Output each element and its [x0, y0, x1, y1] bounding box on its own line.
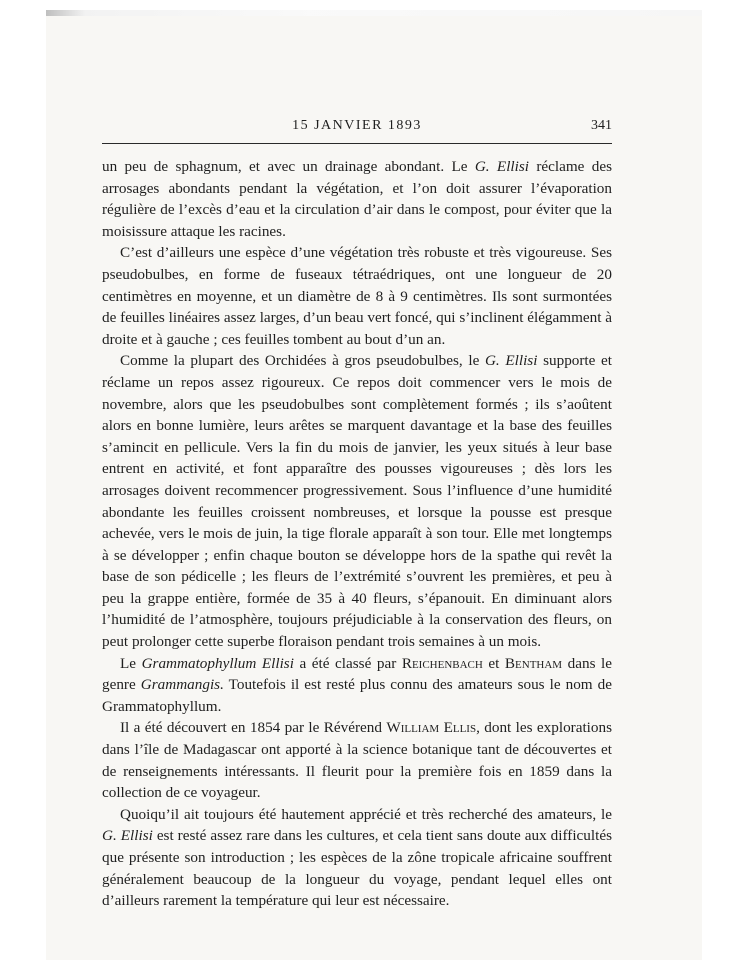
paragraph-1 [102, 156, 612, 242]
running-header [102, 118, 612, 138]
paragraph-6 [102, 804, 612, 912]
header-rule [102, 143, 612, 144]
header-date: 15 JANVIER 1893 [292, 118, 422, 133]
paragraph-5 [102, 717, 612, 803]
text-run: G. Ellisi [102, 827, 153, 845]
text-run: C’est d’ailleurs une espèce d’une végétation très robuste et très vigoureuse. Ses pseudobulbes, en forme de fuseaux tétraédriques, ont une longueur de 20 centimètres en moyenne, et un diamètre de 8 à 9 centimètres. Ils sont surmontées de feuilles linéaires assez larges, d’un beau vert foncé, qui s’inclinent élégamment à droite et à gauche ; ces feuilles tombent au bout d’un an. [102, 244, 612, 348]
text-run: Comme la plupart des Orchidées à gros pseudobulbes, le [120, 352, 485, 370]
text-run: et [482, 654, 505, 672]
text-run: Grammatophyllum Ellisi [141, 654, 294, 672]
text-run: est resté assez rare dans les cultures, et cela tient sans doute aux difficultés que présente son introduction ; les espèces de la zône tropicale africaine souffrent généralement beaucoup de la longueur du voyage, pendant lequel elles ont d’ailleurs rarement la température qui leur est nécessaire. [102, 827, 612, 910]
text-run: Quoiqu’il ait toujours été hautement apprécié et très recherché des amateurs, le [120, 805, 612, 823]
text-run: Grammangis. [140, 676, 224, 694]
paragraph-3 [102, 350, 612, 652]
page-number: 341 [591, 118, 612, 133]
text-run: Reichenbach [401, 654, 483, 672]
text-run: Toutefois il est resté plus connu des amateurs sous le nom de Grammatophyllum. [102, 676, 612, 715]
text-run: a été classé par [293, 654, 402, 672]
paragraph-4 [102, 653, 612, 718]
text-run: G. Ellisi [474, 158, 529, 175]
text-run: William Ellis [386, 719, 477, 737]
text-run: Bentham [504, 654, 563, 672]
text-run: Il a été découvert en 1854 par le Révérend [120, 719, 387, 737]
text-run: , dont les explorations dans l’île de Madagascar ont apporté à la science botanique tant de découvertes et de renseignements intéressants. Il fleurit pour la première fois en 1859 dans la collection de ce voyageur. [102, 719, 612, 802]
article-body [102, 156, 612, 912]
text-run: dans le genre [102, 654, 612, 694]
text-run: réclame des arrosages abondants pendant la végétation, et l’on doit assurer l’évaporation régulière de l’excès d’eau et la circulation d’air dans le compost, pour éviter que la moisissure attaque les racines. [102, 158, 612, 240]
text-run: un peu de sphagnum, et avec un drainage abondant. Le [102, 158, 475, 175]
paragraph-2 [102, 242, 612, 350]
text-run: G. Ellisi [484, 352, 538, 370]
text-run: Le [120, 654, 142, 672]
text-run: supporte et réclame un repos assez rigoureux. Ce repos doit commencer vers le mois de novembre, alors que les pseudobulbes sont complètement formés ; ils s’aoûtent alors en bonne lumière, leurs arêtes se marquent davantage et la base des feuilles s’amincit en pellicule. Vers la fin du mois de janvier, les yeux situés à leur base entrent en activité, et font apparaître des pousses vigoureuses ; dès lors les arrosages doivent recommencer progressivement. Sous l’influence d’une humidité abondante les feuilles croissent nombreuses, et lorsque la pousse est presque achevée, vers le mois de juin, la tige florale apparaît à son tour. Elle met longtemps à se développer ; enfin chaque bouton se développe hors de la spathe qui revêt la base de son pédicelle ; les fleurs de l’extrémité s’ouvrent les premières, et peu à peu la grappe entière, formée de 35 à 40 fleurs, s’épanouit. En diminuant alors l’humidité de l’atmosphère, toujours préjudiciable à la conservation des fleurs, on peut prolonger cette superbe floraison pendant trois semaines à un mois. [102, 352, 612, 651]
